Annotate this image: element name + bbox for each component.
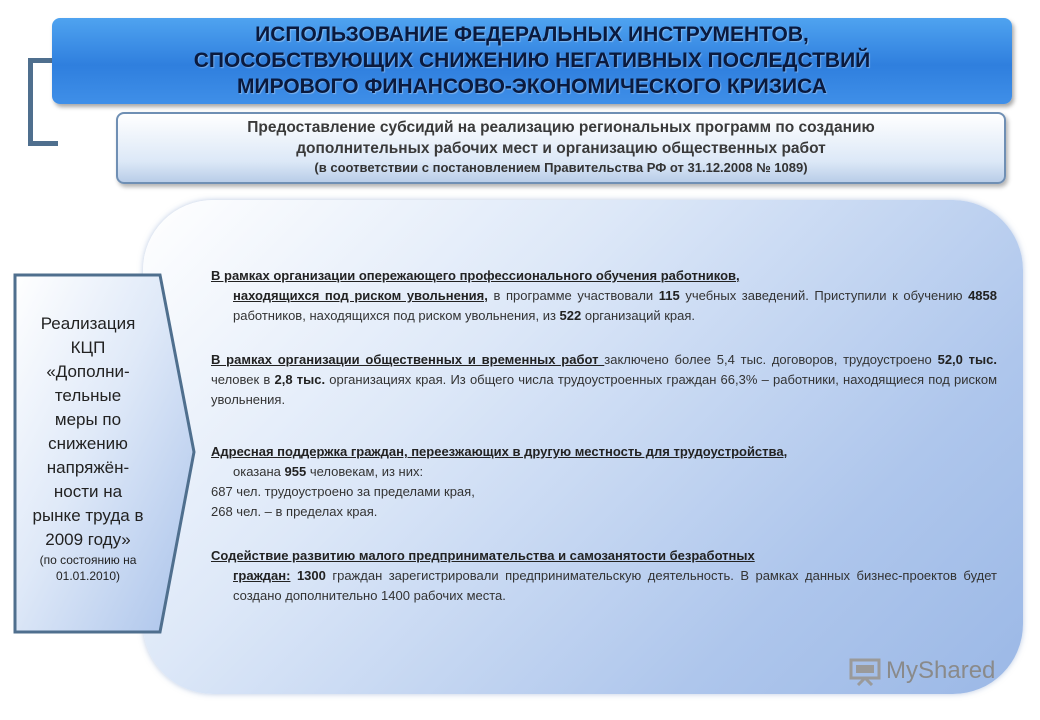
content-text: [211, 266, 997, 630]
item-training: [211, 266, 997, 326]
item-relocation: [211, 442, 997, 522]
subtitle-box: [116, 112, 1006, 184]
side-line: тельные: [54, 386, 122, 405]
item-public-works: [211, 350, 997, 410]
item-text: организациях края. Из общего числа трудоустроенных граждан 66,3% – работники, находящиеся под риском увольнения.: [211, 372, 998, 407]
item-heading: граждан:: [233, 568, 291, 583]
item-text: учебных заведений. Приступили к обучению: [679, 288, 969, 303]
side-line: рынке труда в: [32, 506, 144, 525]
subtitle-line-2: дополнительных рабочих мест и организацию общественных работ: [296, 140, 826, 157]
title-line-3: МИРОВОГО ФИНАНСОВО-ЭКОНОМИЧЕСКОГО КРИЗИСА: [237, 75, 827, 98]
title-line-2: СПОСОБСТВУЮЩИХ СНИЖЕНИЮ НЕГАТИВНЫХ ПОСЛЕДСТВИЙ: [193, 49, 871, 72]
title-line-1: ИСПОЛЬЗОВАНИЕ ФЕДЕРАЛЬНЫХ ИНСТРУМЕНТОВ,: [255, 23, 809, 46]
item-text: оказана: [233, 464, 285, 479]
side-line: КЦП: [70, 338, 106, 357]
watermark-text: MyShared: [886, 657, 996, 684]
side-label: [14, 312, 162, 584]
side-line: 2009 году»: [45, 530, 131, 549]
subtitle-text: [118, 117, 1004, 159]
item-text: организаций края.: [581, 308, 696, 323]
side-line: снижению: [48, 434, 128, 453]
item-number: 2,8 тыс.: [274, 372, 326, 387]
item-text: 268 чел. – в пределах края.: [211, 504, 378, 519]
side-line: напряжён-: [46, 458, 130, 477]
side-note-line: 01.01.2010): [55, 569, 121, 583]
item-text: человек в: [211, 372, 275, 387]
item-number: 522: [559, 308, 582, 323]
item-text: заключено более 5,4 тыс. договоров, трудоустроено: [604, 352, 938, 367]
side-line: Реализация: [40, 314, 136, 333]
side-line: меры по: [54, 410, 122, 429]
item-number: 4858: [968, 288, 997, 303]
item-heading: В рамках организации опережающего профессионального обучения работников,: [211, 268, 740, 283]
watermark: [848, 656, 995, 686]
subtitle-note: (в соответствии с постановлением Правительства РФ от 31.12.2008 № 1089): [314, 160, 808, 175]
item-text: в программе участвовали: [487, 288, 659, 303]
item-number: 52,0 тыс.: [937, 352, 997, 367]
presentation-icon: [848, 656, 882, 686]
side-line: ности на: [53, 482, 123, 501]
side-note-line: (по состоянию на: [39, 553, 137, 567]
item-number: 1300: [290, 568, 326, 583]
item-heading: находящихся под риском увольнения,: [233, 288, 488, 303]
item-number: 955: [284, 464, 307, 479]
item-small-business: [211, 546, 997, 606]
item-number: 115: [658, 288, 680, 303]
subtitle-line-1: Предоставление субсидий на реализацию региональных программ по созданию: [247, 119, 875, 136]
title-banner: [52, 18, 1012, 104]
side-note: [14, 552, 162, 584]
item-text: граждан зарегистрировали предпринимательскую деятельность. В рамках данных бизнес-проектов будет создано дополнительно 1400 рабочих места.: [233, 568, 997, 603]
item-text: человекам, из них:: [306, 464, 424, 479]
item-text: работников, находящихся под риском увольнения, из: [233, 308, 560, 323]
item-heading: В рамках организации общественных и временных работ: [211, 352, 605, 367]
side-line: «Дополни-: [46, 362, 130, 381]
item-heading: Адресная поддержка граждан, переезжающих в другую местность для трудоустройства,: [211, 444, 788, 459]
item-text: 687 чел. трудоустроено за пределами края,: [211, 484, 475, 499]
page-title: [194, 22, 871, 100]
item-heading: Содействие развитию малого предпринимательства и самозанятости безработных: [211, 548, 755, 563]
